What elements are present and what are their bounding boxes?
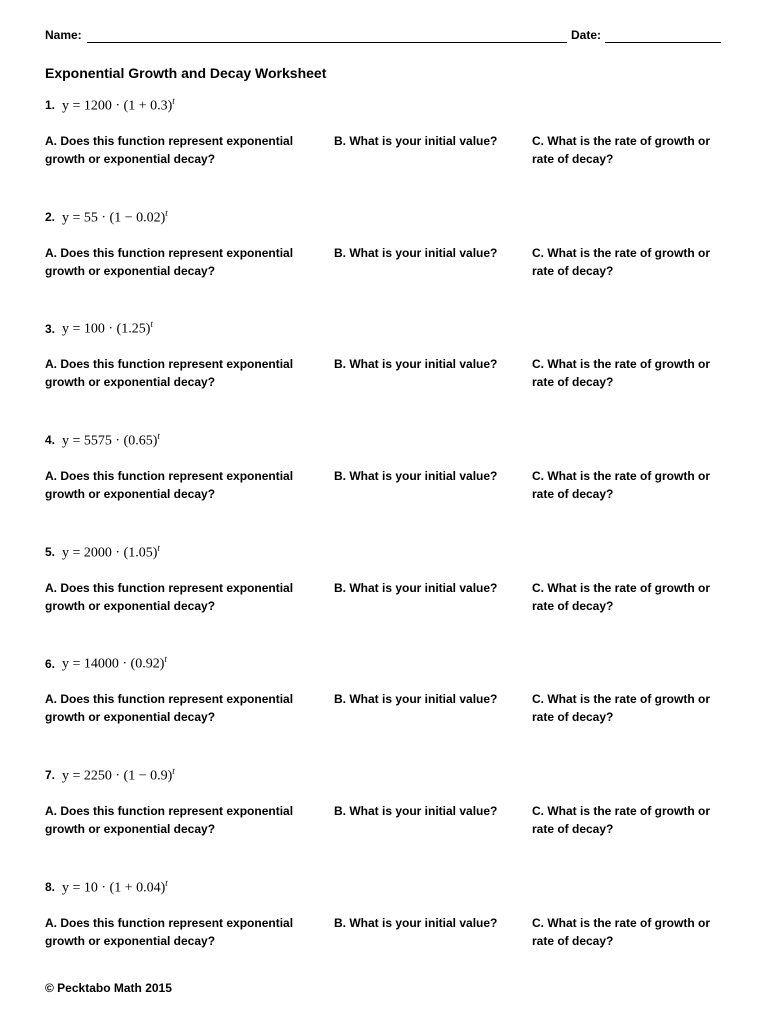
date-blank-line[interactable]	[605, 42, 721, 43]
question-b: B. What is your initial value?	[334, 915, 498, 930]
question-c: C. What is the rate of growth or rate of decay?	[532, 245, 711, 278]
question-b: B. What is your initial value?	[334, 580, 498, 595]
name-blank-line[interactable]	[87, 42, 567, 43]
problem-item	[45, 543, 725, 655]
question-b: B. What is your initial value?	[334, 469, 498, 484]
problem-item	[45, 654, 725, 766]
problem-list	[45, 96, 725, 990]
problem-equation	[45, 766, 175, 784]
question-c: C. What is the rate of growth or rate of decay?	[532, 804, 711, 837]
problem-equation	[45, 431, 160, 449]
question-c: C. What is the rate of growth or rate of decay?	[532, 134, 711, 166]
equation-text: y = 2250 · (1 − 0.9)	[62, 768, 173, 784]
equation-exponent: t	[157, 542, 160, 553]
name-label: Name:	[45, 28, 82, 42]
equation-text: y = 2000 · (1.05)	[62, 545, 158, 561]
question-b: B. What is your initial value?	[334, 134, 498, 148]
question-c: C. What is the rate of growth or rate of decay?	[532, 915, 711, 948]
question-b: B. What is your initial value?	[334, 692, 498, 707]
date-label: Date:	[571, 28, 602, 42]
question-b: B. What is your initial value?	[334, 245, 498, 260]
question-c: C. What is the rate of growth or rate of decay?	[532, 692, 711, 725]
problem-item	[45, 878, 725, 990]
question-c: C. What is the rate of growth or rate of decay?	[532, 357, 711, 390]
problem-number: 5.	[45, 545, 56, 560]
equation-exponent: t	[150, 319, 153, 330]
equation-exponent: t	[172, 766, 175, 777]
problem-equation	[45, 878, 168, 896]
question-a: A. Does this function represent exponential growth or exponential decay?	[45, 469, 294, 502]
problem-number: 2.	[45, 210, 56, 225]
problem-item	[45, 431, 725, 543]
problem-item	[45, 319, 725, 431]
question-c: C. What is the rate of growth or rate of decay?	[532, 580, 711, 613]
equation-text: y = 1200 · (1 + 0.3)	[62, 98, 173, 114]
question-a: A. Does this function represent exponential growth or exponential decay?	[45, 915, 294, 948]
problem-item	[45, 96, 725, 208]
question-a: A. Does this function represent exponential growth or exponential decay?	[45, 692, 294, 725]
problem-item	[45, 766, 725, 878]
problem-equation	[45, 208, 168, 226]
equation-exponent: t	[157, 431, 160, 442]
problem-equation	[45, 543, 160, 561]
equation-exponent: t	[165, 207, 168, 218]
problem-equation	[45, 96, 175, 114]
question-b: B. What is your initial value?	[334, 357, 498, 372]
problem-number: 3.	[45, 321, 56, 336]
question-b: B. What is your initial value?	[334, 804, 498, 819]
question-a: A. Does this function represent exponential growth or exponential decay?	[45, 357, 294, 390]
header	[45, 28, 725, 48]
equation-exponent: t	[172, 96, 175, 106]
equation-exponent: t	[164, 654, 167, 665]
problem-equation	[45, 654, 167, 672]
question-c: C. What is the rate of growth or rate of decay?	[532, 469, 711, 502]
equation-exponent: t	[165, 877, 168, 888]
equation-text: y = 5575 · (0.65)	[62, 433, 158, 449]
question-a: A. Does this function represent exponential growth or exponential decay?	[45, 580, 294, 613]
problem-number: 6.	[45, 656, 56, 671]
question-a: A. Does this function represent exponential growth or exponential decay?	[45, 245, 294, 278]
worksheet-title: Exponential Growth and Decay Worksheet	[45, 65, 327, 81]
problem-number: 8.	[45, 880, 56, 895]
equation-text: y = 55 · (1 − 0.02)	[62, 210, 166, 226]
equation-text: y = 100 · (1.25)	[62, 321, 151, 337]
problem-equation	[45, 319, 153, 337]
equation-text: y = 10 · (1 + 0.04)	[62, 880, 166, 896]
problem-number: 1.	[45, 98, 56, 113]
problem-number: 4.	[45, 433, 56, 448]
question-a: A. Does this function represent exponential growth or exponential decay?	[45, 134, 294, 166]
copyright-footer: © Pecktabo Math 2015	[45, 981, 172, 995]
question-a: A. Does this function represent exponential growth or exponential decay?	[45, 804, 294, 837]
problem-item	[45, 208, 725, 320]
problem-number: 7.	[45, 768, 56, 783]
equation-text: y = 14000 · (0.92)	[62, 656, 165, 672]
